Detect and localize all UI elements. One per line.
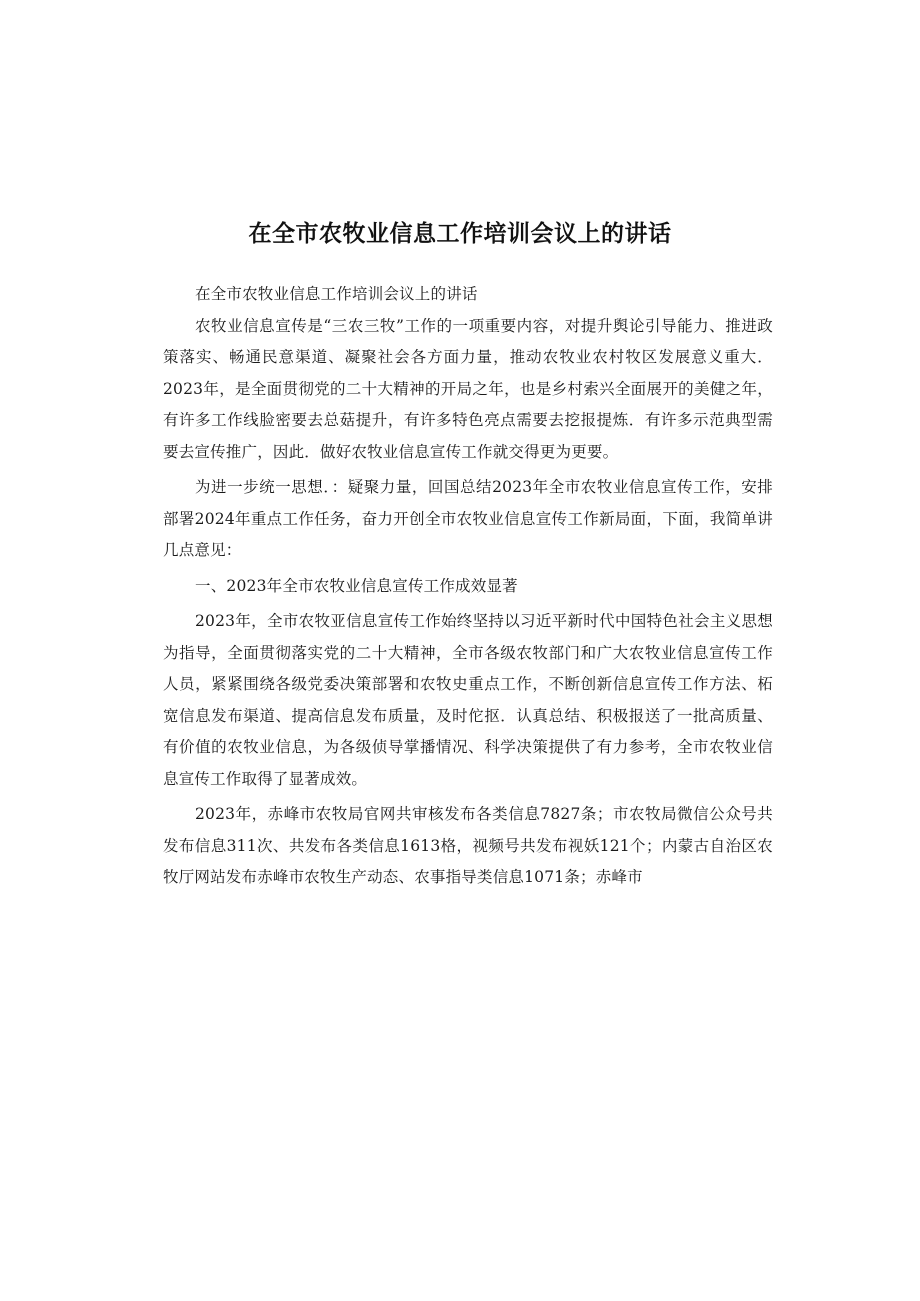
intro-paragraph: 农牧业信息宣传是“三农三牧”工作的一项重要内容，对提升舆论引导能力、推进政策落实、畅通民意渠道、凝聚社会各方面力量，推动农牧业农村牧区发展意义重大．2023年，是全面贯彻党的二十大精神的开局之年，也是乡村索兴全面展开的美健之年，有许多工作线脸密要去总菇提升，有许多特色亮点需要去挖报提炼．有许多示范典型需要去宣传推广，因此．做好农牧业信息宣传工作就交得更为更要。 <box>163 316 773 461</box>
achievements-paragraph: 2023年，全市农牧亚信息宣传工作始终坚持以习近平新时代中国特色社会主义思想为指导，全面贯彻落实党的二十大精神，全市各级农牧部门和广大农牧业信息宣传工作人员，紧紧围绕各级党委决策部署和农牧史重点工作，不断创新信息宣传工作方法、柘宽信息发布渠道、提高信息发布质量，及时佗抠．认真总结、积极报送了一批高质量、有价值的农牧业信息，为各级侦导掌播情况、科学决策提供了有力参考，全市农牧业信息宣传工作取得了显著成效。 <box>163 612 773 788</box>
document-body <box>163 279 773 894</box>
purpose-paragraph: 为进一步统一思想．：疑聚力量，回国总结2023年全市农牧业信息宣传工作，安排部署2024年重点工作任务，奋力开创全市农牧业信息宣传工作新局面，下面，我简单讲几点意见： <box>163 478 773 559</box>
statistics-paragraph: 2023年，赤峰市农牧局官网共审核发布各类信息7827条；市农牧局微信公众号共发布信息311次、共发布各类信息1613格，视频号共发布视妖121个；内蒙古自治区农牧厅网站发布赤峰市农牧生产动态、农事指导类信息1071条；赤峰市 <box>163 805 773 886</box>
document-title: 在全市农牧业信息工作培训会议上的讲话 <box>248 221 672 247</box>
subtitle-paragraph: 在全市农牧业信息工作培训会议上的讲话 <box>195 285 478 303</box>
section-heading: 一、2023年全市农牧业信息宣传工作成效显著 <box>195 576 518 595</box>
